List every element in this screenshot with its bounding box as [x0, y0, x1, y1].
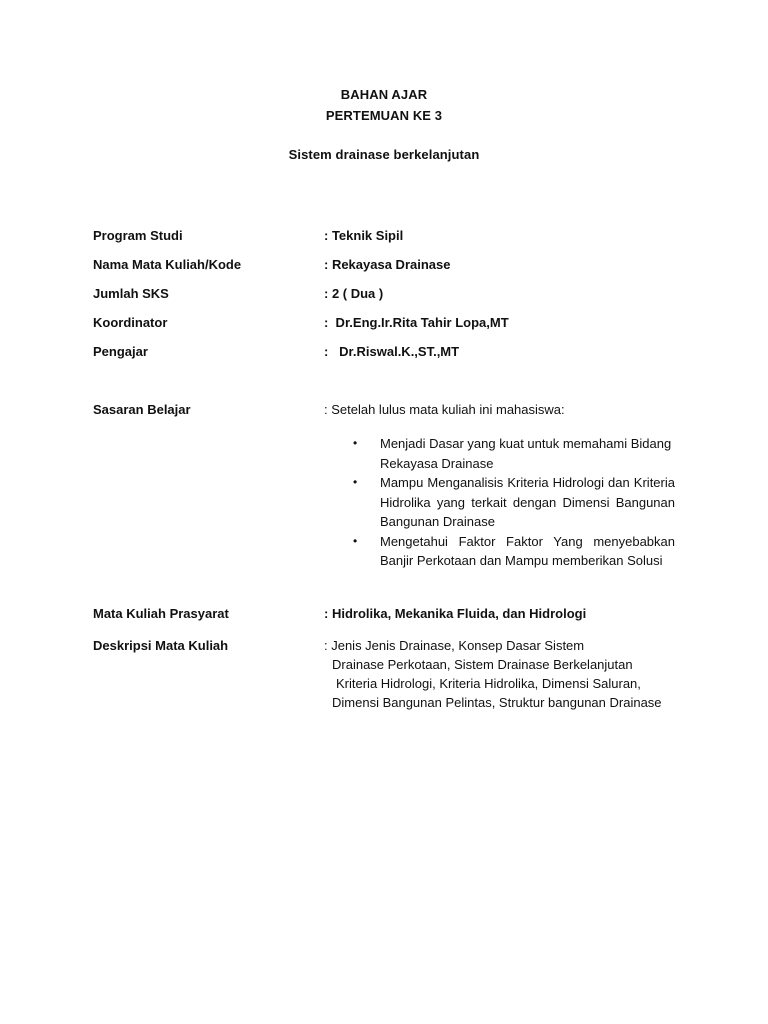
koordinator-value: : Dr.Eng.Ir.Rita Tahir Lopa,MT: [324, 315, 509, 330]
mata-kuliah-value: : Rekayasa Drainase: [324, 257, 451, 272]
meeting-number: PERTEMUAN KE 3: [325, 108, 443, 123]
pengajar-value: : Dr.Riswal.K.,ST.,MT: [324, 344, 460, 359]
prasyarat-value: : Hidrolika, Mekanika Fluida, dan Hidrologi: [324, 606, 587, 621]
mata-kuliah-label: Nama Mata Kuliah/Kode: [93, 257, 242, 272]
bullet-icon: •: [353, 533, 358, 548]
list-item: [353, 473, 675, 532]
sasaran-belajar-intro: : Setelah lulus mata kuliah ini mahasiswa:: [324, 402, 565, 417]
sks-label: Jumlah SKS: [93, 286, 169, 301]
deskripsi-line: : Jenis Jenis Drainase, Konsep Dasar Sistem: [324, 638, 585, 653]
koordinator-label: Koordinator: [93, 315, 168, 330]
list-item: [353, 434, 675, 473]
list-item-text: Mampu Menganalisis Kriteria Hidrologi dan Kriteria Hidrolika yang terkait dengan Dimensi Bangunan Bangunan Drainase: [380, 475, 675, 529]
program-studi-label: Program Studi: [93, 228, 183, 243]
bullet-icon: •: [353, 475, 358, 489]
sasaran-belajar-label: Sasaran Belajar: [93, 402, 191, 417]
pengajar-label: Pengajar: [93, 344, 148, 359]
deskripsi-line: Dimensi Bangunan Pelintas, Struktur bangunan Drainase: [332, 695, 662, 710]
list-item-text: Menjadi Dasar yang kuat untuk memahami Bidang Rekayasa Drainase: [380, 436, 672, 471]
deskripsi-line: Kriteria Hidrologi, Kriteria Hidrolika, Dimensi Saluran,: [336, 676, 641, 691]
prasyarat-label: Mata Kuliah Prasyarat: [93, 606, 229, 621]
list-item: [353, 532, 675, 571]
sasaran-belajar-list: [353, 434, 675, 571]
program-studi-value: : Teknik Sipil: [324, 228, 404, 243]
document-subtitle: Sistem drainase berkelanjutan: [288, 147, 480, 162]
list-item-text: Mengetahui Faktor Faktor Yang menyebabkan Banjir Perkotaan dan Mampu memberikan Solusi: [380, 533, 675, 568]
bullet-icon: •: [353, 436, 358, 450]
deskripsi-label: Deskripsi Mata Kuliah: [93, 638, 229, 653]
document-title: BAHAN AJAR: [340, 87, 428, 102]
deskripsi-line: Drainase Perkotaan, Sistem Drainase Berkelanjutan: [332, 657, 633, 672]
sks-value: : 2 ( Dua ): [324, 286, 384, 301]
